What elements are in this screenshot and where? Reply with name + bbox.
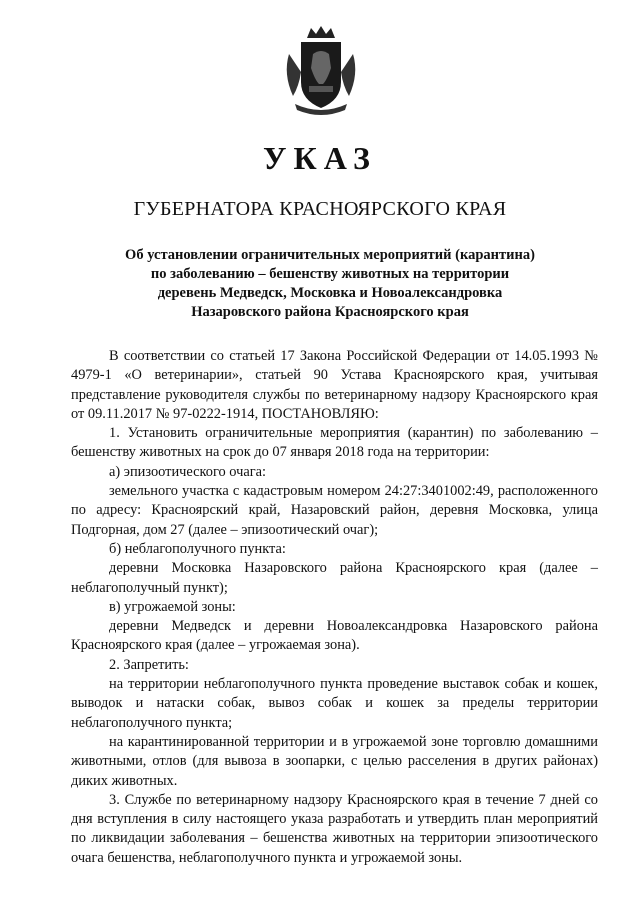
paragraph-land-plot: земельного участка с кадастровым номером 24:27:3401002:49, расположенного по адресу: Красноярский край, Назаровский район, деревня Московка, улица Подгорная, дом 27 (далее – эпизоотический очаг); [71, 483, 598, 538]
paragraph-threatened-zone: деревни Медведск и деревни Новоалександровка Назаровского района Красноярского края (далее – угрожаемая зона). [71, 618, 598, 654]
heading-line: деревень Медведск, Московка и Новоалександровка [157, 285, 503, 301]
paragraph-village-moskovka: деревни Московка Назаровского района Красноярского края (далее – неблагополучный пункт); [71, 560, 598, 596]
paragraph-subitem-b: б) неблагополучного пункта: [109, 540, 286, 557]
document-subtitle: ГУБЕРНАТОРА КРАСНОЯРСКОГО КРАЯ [133, 198, 507, 220]
heading-line: Назаровского района Красноярского края [191, 304, 469, 320]
document-title: УКАЗ [263, 140, 377, 176]
paragraph-subitem-v: в) угрожаемой зоны: [109, 598, 236, 615]
paragraph-preamble: В соответствии со статьей 17 Закона Российской Федерации от 14.05.1993 № 4979-1 «О ветеринарии», статьей 90 Устава Красноярского края, учитывая представление руководителя службы по ветеринарному надзору Красноярского края от 09.11.2017 № 97-0222-1914, ПОСТАНОВЛЯЮ: [71, 348, 598, 422]
paragraph-item-3: 3. Службе по ветеринарному надзору Красноярского края в течение 7 дней со дня вступления в силу настоящего указа разработать и утвердить план мероприятий по ликвидации заболевания – бешенства животных на территории эпизоотического очага бешенства, неблагополучного пункта и угрожаемой зоны. [71, 791, 598, 866]
heading-line: Об установлении ограничительных мероприятий (карантина) [125, 247, 535, 263]
paragraph-prohibition-2: на карантинированной территории и в угрожаемой зоне торговлю домашними животными, отлов (для вывоза в зоопарки, с целью расселения в других районах) диких животных. [71, 733, 598, 789]
paragraph-prohibition-1: на территории неблагополучного пункта проведение выставок собак и кошек, выводок и натаски собак, вывоз собак и кошек за пределы территории неблагополучного пункта; [71, 676, 598, 731]
paragraph-item-1: 1. Установить ограничительные мероприятия (карантин) по заболеванию – бешенству животных на срок до 07 января 2018 года на территории: [71, 425, 598, 461]
document-heading [60, 246, 600, 322]
heading-line: по заболеванию – бешенству животных на территории [150, 266, 510, 282]
coat-of-arms-emblem [279, 24, 363, 116]
paragraph-subitem-a: а) эпизоотического очага: [109, 463, 267, 480]
document-body [71, 347, 598, 868]
paragraph-item-2: 2. Запретить: [109, 656, 189, 673]
